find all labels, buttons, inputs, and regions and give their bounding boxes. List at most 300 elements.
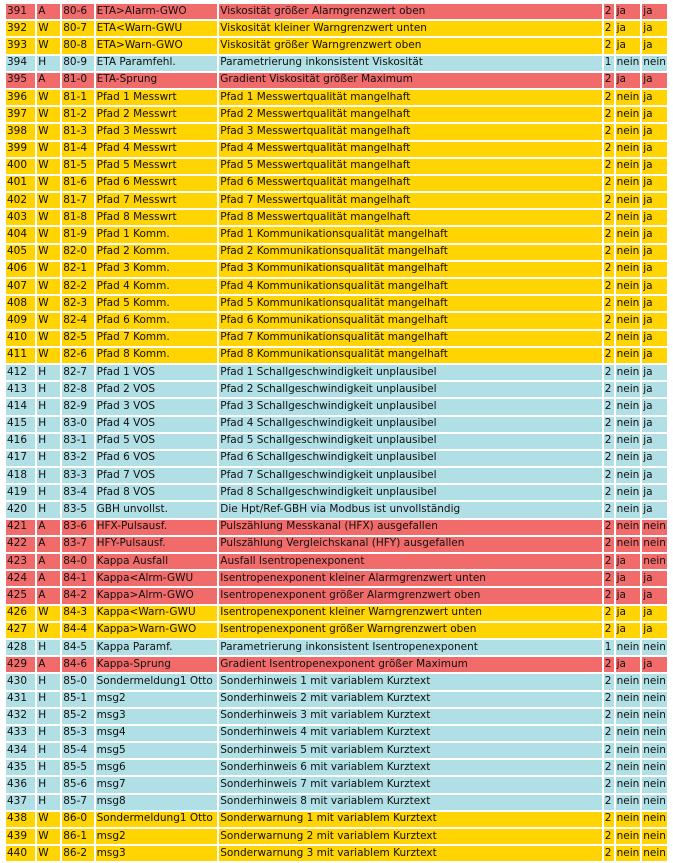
message-description: Isentropenexponent kleiner Warngrenzwert unten (219, 606, 601, 621)
message-description: Viskosität größer Warngrenzwert oben (219, 38, 601, 53)
table-row (6, 124, 667, 139)
message-number: 410 (6, 331, 35, 346)
message-number: 399 (6, 142, 35, 157)
message-flag-1: nein (616, 726, 641, 741)
message-type: A (37, 73, 60, 88)
message-flag-2: ja (642, 38, 667, 53)
message-short-text: Pfad 4 Messwrt (96, 142, 218, 157)
message-flag-1: nein (616, 382, 641, 397)
table-row (6, 846, 667, 861)
message-type: W (37, 245, 60, 260)
table-row (6, 451, 667, 466)
message-number: 426 (6, 606, 35, 621)
table-row (6, 777, 667, 792)
message-flag-2: nein (642, 846, 667, 861)
message-code: 82-6 (62, 348, 93, 363)
message-flag-1: ja (616, 21, 641, 36)
table-row (6, 709, 667, 724)
message-code: 85-5 (62, 760, 93, 775)
message-flag-1: ja (616, 38, 641, 53)
message-type: A (37, 571, 60, 586)
message-flag-2: ja (642, 348, 667, 363)
message-flag-2: ja (642, 107, 667, 122)
message-code: 82-9 (62, 399, 93, 414)
message-flag-1: nein (616, 417, 641, 432)
message-table (4, 2, 669, 863)
message-flag-1: nein (616, 159, 641, 174)
message-description: Pfad 6 Messwertqualität mangelhaft (219, 176, 601, 191)
table-row (6, 193, 667, 208)
message-number: 395 (6, 73, 35, 88)
message-flag-1: nein (616, 176, 641, 191)
message-priority: 2 (604, 73, 614, 88)
table-row (6, 159, 667, 174)
message-flag-1: nein (616, 107, 641, 122)
message-short-text: Kappa<Alrm-GWU (96, 571, 218, 586)
message-short-text: Pfad 3 Komm. (96, 262, 218, 277)
message-number: 428 (6, 640, 35, 655)
message-type: H (37, 760, 60, 775)
message-priority: 2 (604, 399, 614, 414)
message-flag-1: ja (616, 657, 641, 672)
message-description: Sonderwarnung 1 mit variablem Kurztext (219, 812, 601, 827)
message-priority: 2 (604, 296, 614, 311)
message-number: 408 (6, 296, 35, 311)
message-flag-2: ja (642, 502, 667, 517)
message-flag-1: nein (616, 313, 641, 328)
message-priority: 2 (604, 623, 614, 638)
message-number: 412 (6, 365, 35, 380)
message-description: Pfad 5 Schallgeschwindigkeit unplausibel (219, 434, 601, 449)
message-type: A (37, 537, 60, 552)
message-short-text: Pfad 8 VOS (96, 485, 218, 500)
message-flag-1: nein (616, 262, 641, 277)
message-flag-2: ja (642, 142, 667, 157)
message-description: Pfad 7 Messwertqualität mangelhaft (219, 193, 601, 208)
message-short-text: Kappa-Sprung (96, 657, 218, 672)
message-priority: 2 (604, 846, 614, 861)
message-flag-1: ja (616, 4, 641, 19)
message-code: 83-4 (62, 485, 93, 500)
message-priority: 2 (604, 159, 614, 174)
message-priority: 2 (604, 331, 614, 346)
message-priority: 2 (604, 520, 614, 535)
message-short-text: Pfad 2 Komm. (96, 245, 218, 260)
table-row (6, 382, 667, 397)
message-flag-1: nein (616, 245, 641, 260)
table-row (6, 399, 667, 414)
message-flag-2: ja (642, 193, 667, 208)
message-code: 80-6 (62, 4, 93, 19)
message-type: H (37, 485, 60, 500)
message-code: 83-3 (62, 468, 93, 483)
message-description: Pfad 2 Messwertqualität mangelhaft (219, 107, 601, 122)
message-short-text: ETA>Alarm-GWO (96, 4, 218, 19)
message-type: H (37, 451, 60, 466)
message-number: 419 (6, 485, 35, 500)
message-number: 420 (6, 502, 35, 517)
message-number: 425 (6, 588, 35, 603)
table-row (6, 227, 667, 242)
message-code: 80-8 (62, 38, 93, 53)
message-code: 82-5 (62, 331, 93, 346)
message-code: 85-4 (62, 743, 93, 758)
message-code: 83-6 (62, 520, 93, 535)
message-type: W (37, 279, 60, 294)
message-type: A (37, 588, 60, 603)
table-row (6, 365, 667, 380)
message-description: Pfad 5 Kommunikationsqualität mangelhaft (219, 296, 601, 311)
message-code: 83-1 (62, 434, 93, 449)
message-description: Pfad 3 Messwertqualität mangelhaft (219, 124, 601, 139)
message-priority: 2 (604, 4, 614, 19)
message-flag-1: nein (616, 451, 641, 466)
message-code: 85-1 (62, 692, 93, 707)
message-flag-2: ja (642, 245, 667, 260)
message-description: Pfad 2 Kommunikationsqualität mangelhaft (219, 245, 601, 260)
message-description: Gradient Isentropenexponent größer Maximum (219, 657, 601, 672)
message-short-text: msg8 (96, 795, 218, 810)
message-type: W (37, 210, 60, 225)
message-short-text: Pfad 2 VOS (96, 382, 218, 397)
message-flag-1: nein (616, 795, 641, 810)
message-short-text: Kappa<Warn-GWU (96, 606, 218, 621)
message-description: Isentropenexponent kleiner Alarmgrenzwert unten (219, 571, 601, 586)
message-description: Die Hpt/Ref-GBH via Modbus ist unvollständig (219, 502, 601, 517)
message-number: 440 (6, 846, 35, 861)
message-flag-1: nein (616, 365, 641, 380)
message-description: Viskosität größer Alarmgrenzwert oben (219, 4, 601, 19)
message-number: 417 (6, 451, 35, 466)
message-code: 81-4 (62, 142, 93, 157)
message-number: 437 (6, 795, 35, 810)
message-number: 421 (6, 520, 35, 535)
message-type: H (37, 468, 60, 483)
message-code: 83-2 (62, 451, 93, 466)
table-row (6, 502, 667, 517)
message-flag-2: ja (642, 571, 667, 586)
table-row (6, 485, 667, 500)
message-short-text: Pfad 7 Messwrt (96, 193, 218, 208)
message-description: Pfad 3 Kommunikationsqualität mangelhaft (219, 262, 601, 277)
message-code: 82-3 (62, 296, 93, 311)
message-flag-1: nein (616, 709, 641, 724)
message-code: 85-7 (62, 795, 93, 810)
message-number: 433 (6, 726, 35, 741)
message-number: 407 (6, 279, 35, 294)
message-type: W (37, 606, 60, 621)
message-type: W (37, 331, 60, 346)
message-priority: 2 (604, 606, 614, 621)
message-flag-1: nein (616, 812, 641, 827)
message-priority: 2 (604, 245, 614, 260)
message-priority: 2 (604, 485, 614, 500)
message-code: 83-0 (62, 417, 93, 432)
message-flag-1: nein (616, 56, 641, 71)
table-row (6, 348, 667, 363)
message-code: 82-4 (62, 313, 93, 328)
message-priority: 2 (604, 795, 614, 810)
message-priority: 2 (604, 193, 614, 208)
message-priority: 1 (604, 640, 614, 655)
message-description: Pfad 1 Schallgeschwindigkeit unplausibel (219, 365, 601, 380)
message-priority: 2 (604, 90, 614, 105)
message-priority: 2 (604, 365, 614, 380)
message-flag-2: ja (642, 262, 667, 277)
message-short-text: GBH unvollst. (96, 502, 218, 517)
message-type: A (37, 4, 60, 19)
message-type: W (37, 829, 60, 844)
message-short-text: Pfad 2 Messwrt (96, 107, 218, 122)
message-type: H (37, 674, 60, 689)
message-flag-2: nein (642, 829, 667, 844)
table-row (6, 537, 667, 552)
message-code: 84-1 (62, 571, 93, 586)
message-number: 391 (6, 4, 35, 19)
message-type: H (37, 417, 60, 432)
message-priority: 2 (604, 227, 614, 242)
message-type: W (37, 159, 60, 174)
message-priority: 2 (604, 38, 614, 53)
message-description: Sonderhinweis 6 mit variablem Kurztext (219, 760, 601, 775)
message-flag-1: nein (616, 399, 641, 414)
message-number: 418 (6, 468, 35, 483)
table-row (6, 245, 667, 260)
table-row (6, 90, 667, 105)
message-flag-2: nein (642, 692, 667, 707)
message-number: 423 (6, 554, 35, 569)
message-type: A (37, 520, 60, 535)
message-number: 400 (6, 159, 35, 174)
message-flag-2: ja (642, 21, 667, 36)
message-flag-1: ja (616, 588, 641, 603)
table-row (6, 743, 667, 758)
table-row (6, 279, 667, 294)
message-number: 392 (6, 21, 35, 36)
message-flag-2: ja (642, 124, 667, 139)
table-row (6, 657, 667, 672)
message-number: 398 (6, 124, 35, 139)
message-short-text: msg5 (96, 743, 218, 758)
message-short-text: msg6 (96, 760, 218, 775)
message-type: W (37, 193, 60, 208)
message-code: 81-5 (62, 159, 93, 174)
message-flag-2: ja (642, 279, 667, 294)
message-description: Pfad 4 Messwertqualität mangelhaft (219, 142, 601, 157)
message-flag-1: nein (616, 537, 641, 552)
message-number: 422 (6, 537, 35, 552)
message-priority: 1 (604, 56, 614, 71)
message-code: 86-2 (62, 846, 93, 861)
message-description: Sonderhinweis 8 mit variablem Kurztext (219, 795, 601, 810)
message-priority: 2 (604, 262, 614, 277)
table-row (6, 588, 667, 603)
message-flag-1: nein (616, 468, 641, 483)
message-code: 80-9 (62, 56, 93, 71)
message-number: 397 (6, 107, 35, 122)
message-type: A (37, 554, 60, 569)
message-number: 435 (6, 760, 35, 775)
table-row (6, 760, 667, 775)
message-flag-2: nein (642, 674, 667, 689)
message-description: Pfad 8 Kommunikationsqualität mangelhaft (219, 348, 601, 363)
table-row (6, 417, 667, 432)
message-number: 403 (6, 210, 35, 225)
message-short-text: Pfad 6 VOS (96, 451, 218, 466)
message-short-text: Pfad 1 Komm. (96, 227, 218, 242)
message-flag-2: ja (642, 485, 667, 500)
message-flag-1: nein (616, 520, 641, 535)
table-row (6, 296, 667, 311)
message-number: 404 (6, 227, 35, 242)
message-priority: 2 (604, 417, 614, 432)
message-flag-1: nein (616, 829, 641, 844)
message-description: Parametrierung inkonsistent Isentropenexponent (219, 640, 601, 655)
message-flag-1: nein (616, 777, 641, 792)
message-type: H (37, 709, 60, 724)
message-short-text: Pfad 4 Komm. (96, 279, 218, 294)
message-code: 84-5 (62, 640, 93, 655)
message-code: 84-0 (62, 554, 93, 569)
message-description: Pfad 2 Schallgeschwindigkeit unplausibel (219, 382, 601, 397)
message-number: 416 (6, 434, 35, 449)
table-row (6, 434, 667, 449)
table-row (6, 468, 667, 483)
table-row (6, 554, 667, 569)
message-description: Pfad 4 Kommunikationsqualität mangelhaft (219, 279, 601, 294)
table-row (6, 571, 667, 586)
message-short-text: msg4 (96, 726, 218, 741)
message-type: W (37, 227, 60, 242)
message-description: Sonderhinweis 1 mit variablem Kurztext (219, 674, 601, 689)
message-flag-2: nein (642, 760, 667, 775)
message-type: W (37, 21, 60, 36)
message-short-text: Pfad 3 VOS (96, 399, 218, 414)
message-flag-1: nein (616, 692, 641, 707)
message-priority: 2 (604, 279, 614, 294)
message-type: W (37, 107, 60, 122)
message-type: H (37, 434, 60, 449)
message-short-text: msg3 (96, 846, 218, 861)
message-flag-1: nein (616, 846, 641, 861)
message-flag-2: nein (642, 554, 667, 569)
message-number: 406 (6, 262, 35, 277)
message-code: 81-2 (62, 107, 93, 122)
message-number: 394 (6, 56, 35, 71)
message-description: Pfad 6 Schallgeschwindigkeit unplausibel (219, 451, 601, 466)
message-number: 415 (6, 417, 35, 432)
message-type: W (37, 38, 60, 53)
message-short-text: Pfad 5 VOS (96, 434, 218, 449)
message-type: H (37, 640, 60, 655)
message-code: 85-0 (62, 674, 93, 689)
message-type: H (37, 365, 60, 380)
message-code: 86-1 (62, 829, 93, 844)
message-description: Pulszählung Messkanal (HFX) ausgefallen (219, 520, 601, 535)
message-code: 83-5 (62, 502, 93, 517)
message-flag-2: ja (642, 399, 667, 414)
message-type: W (37, 90, 60, 105)
message-code: 82-2 (62, 279, 93, 294)
message-description: Pfad 4 Schallgeschwindigkeit unplausibel (219, 417, 601, 432)
message-priority: 2 (604, 348, 614, 363)
message-priority: 2 (604, 21, 614, 36)
message-number: 402 (6, 193, 35, 208)
message-description: Pulszählung Vergleichskanal (HFY) ausgefallen (219, 537, 601, 552)
message-flag-1: nein (616, 743, 641, 758)
message-priority: 2 (604, 554, 614, 569)
message-short-text: ETA<Warn-GWU (96, 21, 218, 36)
message-short-text: ETA-Sprung (96, 73, 218, 88)
message-description: Gradient Viskosität größer Maximum (219, 73, 601, 88)
message-priority: 2 (604, 502, 614, 517)
message-priority: 2 (604, 468, 614, 483)
table-row (6, 56, 667, 71)
message-description: Isentropenexponent größer Alarmgrenzwert oben (219, 588, 601, 603)
message-type: W (37, 142, 60, 157)
table-row (6, 107, 667, 122)
message-description: Sonderhinweis 7 mit variablem Kurztext (219, 777, 601, 792)
message-flag-2: nein (642, 777, 667, 792)
message-code: 82-1 (62, 262, 93, 277)
message-short-text: Pfad 5 Komm. (96, 296, 218, 311)
message-short-text: Pfad 5 Messwrt (96, 159, 218, 174)
message-description: Sonderhinweis 2 mit variablem Kurztext (219, 692, 601, 707)
message-description: Ausfall Isentropenexponent (219, 554, 601, 569)
message-short-text: Pfad 1 Messwrt (96, 90, 218, 105)
message-flag-1: ja (616, 554, 641, 569)
message-type: H (37, 56, 60, 71)
message-type: H (37, 502, 60, 517)
message-description: Sonderhinweis 3 mit variablem Kurztext (219, 709, 601, 724)
message-short-text: Pfad 6 Messwrt (96, 176, 218, 191)
message-priority: 2 (604, 142, 614, 157)
message-flag-2: ja (642, 606, 667, 621)
message-type: W (37, 846, 60, 861)
message-flag-2: nein (642, 520, 667, 535)
message-short-text: HFY-Pulsausf. (96, 537, 218, 552)
message-priority: 2 (604, 657, 614, 672)
message-number: 439 (6, 829, 35, 844)
message-priority: 2 (604, 812, 614, 827)
message-priority: 2 (604, 571, 614, 586)
message-priority: 2 (604, 210, 614, 225)
message-short-text: Kappa>Warn-GWO (96, 623, 218, 638)
message-flag-2: nein (642, 537, 667, 552)
message-flag-2: ja (642, 313, 667, 328)
message-flag-1: ja (616, 571, 641, 586)
message-number: 405 (6, 245, 35, 260)
message-type: W (37, 812, 60, 827)
message-number: 430 (6, 674, 35, 689)
message-description: Pfad 1 Kommunikationsqualität mangelhaft (219, 227, 601, 242)
message-flag-2: ja (642, 588, 667, 603)
table-row (6, 38, 667, 53)
message-flag-2: nein (642, 709, 667, 724)
table-row (6, 313, 667, 328)
message-description: Pfad 3 Schallgeschwindigkeit unplausibel (219, 399, 601, 414)
message-short-text: Kappa Ausfall (96, 554, 218, 569)
message-priority: 2 (604, 124, 614, 139)
message-priority: 2 (604, 760, 614, 775)
message-number: 429 (6, 657, 35, 672)
message-priority: 2 (604, 588, 614, 603)
message-code: 82-0 (62, 245, 93, 260)
message-type: W (37, 348, 60, 363)
message-number: 409 (6, 313, 35, 328)
message-type: A (37, 657, 60, 672)
message-flag-2: ja (642, 451, 667, 466)
